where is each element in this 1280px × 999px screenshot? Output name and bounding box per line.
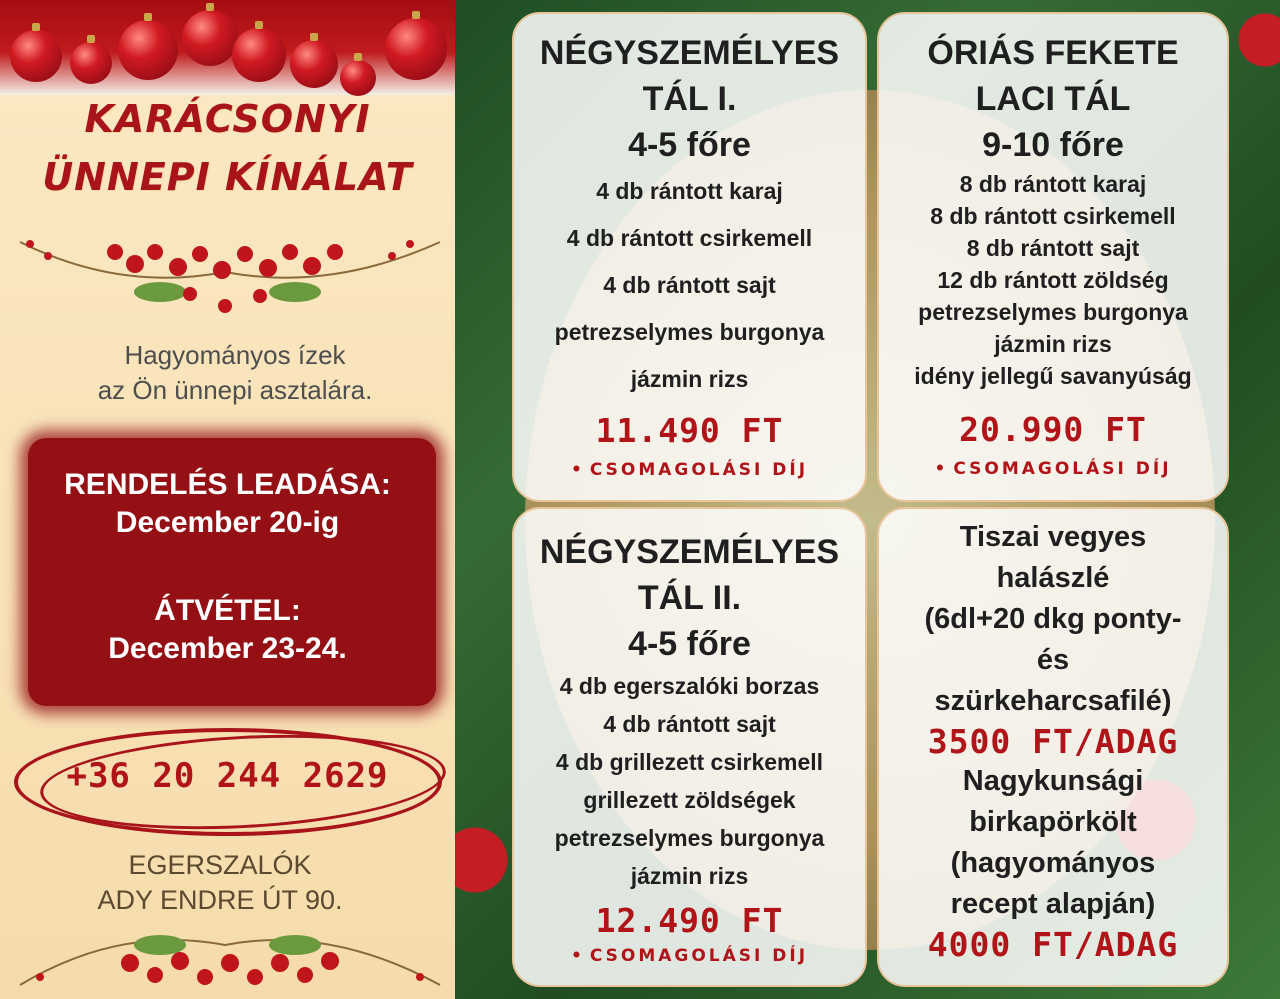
tagline-line-1: Hagyományos ízek <box>124 340 346 370</box>
soup-stew-card <box>877 507 1229 987</box>
card-item: petrezselymes burgonya <box>918 299 1188 325</box>
headline-line-2: ÜNNEPI KÍNÁLAT <box>42 155 413 199</box>
card-items <box>514 168 865 403</box>
card-item: 12 db rántott zöldség <box>937 267 1169 293</box>
packaging-fee-text: CSOMAGOLÁSI DÍJ <box>953 459 1172 479</box>
card-item: 4 db rántott karaj <box>596 178 783 204</box>
packaging-fee-text: CSOMAGOLÁSI DÍJ <box>589 460 809 480</box>
card-items <box>514 667 865 895</box>
bullet-icon: • <box>570 946 582 966</box>
soup-description <box>879 509 1227 722</box>
soup-line: Tiszai vegyes <box>959 521 1147 553</box>
stew-line: recept alapján) <box>950 888 1156 920</box>
platter-card-3 <box>512 507 867 987</box>
card-item: 4 db grillezett csirkemell <box>555 749 824 775</box>
card-item: 4 db rántott sajt <box>603 272 776 298</box>
soup-line: szürkeharcsafilé) <box>934 685 1172 717</box>
card-item: idény jellegű savanyúság <box>914 363 1192 389</box>
packaging-fee-note <box>879 459 1227 479</box>
card-title-line-1: ÓRIÁS FEKETE <box>927 34 1179 72</box>
soup-line: halászlé <box>996 562 1110 594</box>
order-deadline: December 20-ig <box>115 506 340 539</box>
stew-description <box>879 761 1227 925</box>
stew-price: 4000 FT/ADAG <box>927 925 1179 964</box>
phone-number[interactable]: +36 20 244 2629 <box>66 756 389 796</box>
card-title-line-1: NÉGYSZEMÉLYES <box>539 533 840 571</box>
card-price: 20.990 FT <box>959 410 1147 449</box>
card-price: 12.490 FT <box>595 901 784 940</box>
promo-sidebar <box>0 0 455 999</box>
card-item: 8 db rántott karaj <box>959 171 1147 197</box>
bauble-icon <box>385 18 447 80</box>
card-item: petrezselymes burgonya <box>554 319 825 345</box>
card-item: 8 db rántott csirkemell <box>930 203 1176 229</box>
bauble-icon <box>118 20 178 80</box>
ornament-banner <box>0 0 455 95</box>
address-line-1: EGERSZALÓK <box>128 850 312 880</box>
soup-price: 3500 FT/ADAG <box>927 722 1179 761</box>
order-label: RENDELÉS LEADÁSA: <box>64 468 391 501</box>
card-item: 4 db egerszalóki borzas <box>559 673 820 699</box>
bauble-icon <box>70 42 112 84</box>
card-title <box>514 14 865 122</box>
bullet-icon: • <box>934 459 946 479</box>
card-portion: 4-5 főre <box>628 625 751 663</box>
packaging-fee-note <box>514 946 865 966</box>
soup-line: (6dl+20 dkg ponty- <box>924 603 1182 635</box>
bauble-icon <box>182 10 238 66</box>
stew-line: birkapörkölt <box>969 806 1137 838</box>
card-item: grillezett zöldségek <box>583 787 796 813</box>
card-price: 11.490 FT <box>595 411 784 450</box>
card-title-line-2: LACI TÁL <box>975 80 1131 118</box>
card-title-line-2: TÁL I. <box>642 80 737 118</box>
address-line-2: ADY ENDRE ÚT 90. <box>97 885 343 915</box>
card-title-line-2: TÁL II. <box>637 579 742 617</box>
card-item: jázmin rizs <box>994 331 1112 357</box>
card-item: 4 db rántott csirkemell <box>566 225 813 251</box>
offer-headline <box>0 90 455 206</box>
order-deadline-block <box>0 466 455 542</box>
card-title <box>879 14 1227 122</box>
pickup-block <box>0 592 455 668</box>
card-title-line-1: NÉGYSZEMÉLYES <box>539 34 840 72</box>
card-item: 8 db rántott sajt <box>966 235 1140 261</box>
tagline <box>0 338 455 408</box>
menu-panel <box>455 0 1280 999</box>
card-items <box>879 168 1227 392</box>
pickup-dates: December 23-24. <box>108 632 347 665</box>
packaging-fee-note <box>514 460 865 480</box>
card-item: jázmin rizs <box>630 863 749 889</box>
pickup-label: ÁTVÉTEL: <box>154 594 301 627</box>
stew-line: Nagykunsági <box>962 765 1144 797</box>
bauble-icon <box>10 30 62 82</box>
bullet-icon: • <box>570 460 582 480</box>
stew-line: (hagyományos <box>950 847 1156 879</box>
platter-card-2 <box>877 12 1229 502</box>
berry-branch-icon <box>0 222 455 317</box>
bauble-icon <box>290 40 338 88</box>
card-item: 4 db rántott sajt <box>603 711 776 737</box>
soup-line: és <box>1036 644 1070 676</box>
berry-branch-bottom-icon <box>0 905 455 999</box>
card-title <box>514 509 865 621</box>
card-item: petrezselymes burgonya <box>554 825 825 851</box>
platter-card-1 <box>512 12 867 502</box>
card-item: jázmin rizs <box>630 366 749 392</box>
card-portion: 9-10 főre <box>982 126 1124 164</box>
headline-line-1: KARÁCSONYI <box>84 97 371 141</box>
tagline-line-2: az Ön ünnepi asztalára. <box>97 375 373 405</box>
card-portion: 4-5 főre <box>628 126 751 164</box>
packaging-fee-text: CSOMAGOLÁSI DÍJ <box>589 946 809 966</box>
bauble-icon <box>232 28 286 82</box>
